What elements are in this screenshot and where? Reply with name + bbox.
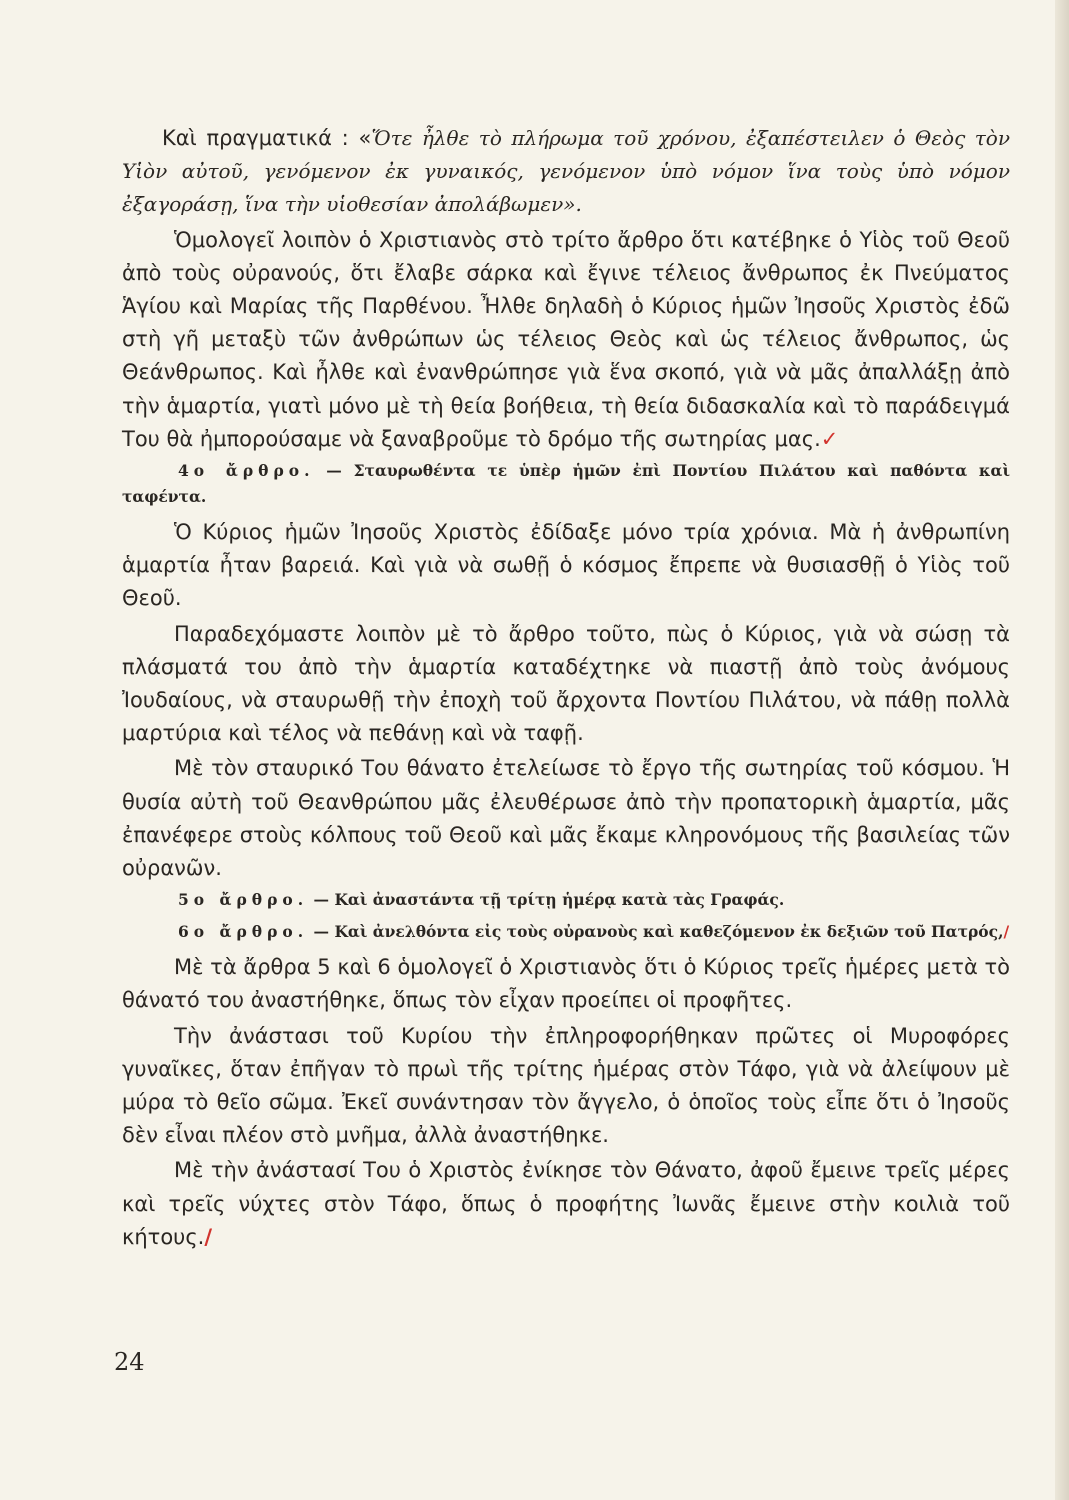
article-6-heading <box>122 919 1010 945</box>
scripture-quote: Ὅτε ἦλθε τὸ πλήρωμα τοῦ χρόνου, ἐξαπέστειλεν ὁ Θεὸς τὸν Υἱὸν αὐτοῦ, γενόμενον ἐκ γυναικός, γενόμενον ὑπὸ νόμον ἵνα τοὺς ὑπὸ νόμον ἐξαγοράσῃ, ἵνα τὴν υἱοθεσίαν ἀπολάβωμεν». <box>122 126 1010 217</box>
paragraph-3: Ὁ Κύριος ἡμῶν Ἰησοῦς Χριστὸς ἐδίδαξε μόνο τρία χρόνια. Μὰ ἡ ἀνθρωπίνη ἁμαρτία ἦταν βαρειά. Καὶ γιὰ νὰ σωθῇ ὁ κόσμος ἔπρεπε νὰ θυσιασθῇ ὁ Υἱὸς τοῦ Θεοῦ. <box>122 520 1010 611</box>
article-5-text: — Καὶ ἀναστάντα τῇ τρίτῃ ἡμέρᾳ κατὰ τὰς Γραφάς. <box>313 890 785 910</box>
page-number: 24 <box>114 1348 145 1376</box>
paragraph-6: Μὲ τὰ ἄρθρα 5 καὶ 6 ὁμολογεῖ ὁ Χριστιανὸς ὅτι ὁ Κύριος τρεῖς ἡμέρες μετὰ τὸ θάνατό του ἀναστήθηκε, ὅπως τὸν εἶχαν προείπει οἱ προφῆτες. <box>122 955 1010 1013</box>
red-check-mark: ✓ <box>820 426 839 451</box>
paragraph-1-lead: Καὶ πραγματικά : « <box>162 126 372 150</box>
red-slash-mark: / <box>1003 922 1010 942</box>
page-body <box>122 122 1010 1256</box>
article-5-heading <box>122 887 1010 913</box>
article-6-label: 6ο ἄρθρο. <box>178 922 309 942</box>
paragraph-8 <box>122 1154 1010 1254</box>
paragraph-7: Τὴν ἀνάστασι τοῦ Κυρίου τὴν ἐπληροφορήθηκαν πρῶτες οἱ Μυροφόρες γυναῖκες, ὅταν ἐπῆγαν τὸ πρωὶ τῆς τρίτης ἡμέρας στὸν Τάφο, γιὰ νὰ ἀλείψουν μὲ μύρα τὸ θεῖο σῶμα. Ἐκεῖ συνάντησαν τὸν ἄγγελο, ὁ ὁποῖος τοὺς εἶπε ὅτι ὁ Ἰησοῦς δὲν εἶναι πλέον στὸ μνῆμα, ἀλλὰ ἀναστήθηκε. <box>122 1023 1010 1148</box>
paragraph-1 <box>122 122 1010 222</box>
paragraph-4: Παραδεχόμαστε λοιπὸν μὲ τὸ ἄρθρο τοῦτο, πὼς ὁ Κύριος, γιὰ νὰ σώσῃ τὰ πλάσματά του ἀπὸ τὴν ἁμαρτία καταδέχτηκε νὰ πιαστῇ ἀπὸ τοὺς ἀνόμους Ἰουδαίους, νὰ σταυρωθῇ τὴν ἐποχὴ τοῦ ἄρχοντα Ποντίου Πιλάτου, νὰ πάθῃ πολλὰ μαρτύρια καὶ τέλος νὰ πεθάνῃ καὶ νὰ ταφῇ. <box>122 621 1010 746</box>
article-4-heading <box>122 458 1010 510</box>
paragraph-8-text: Μὲ τὴν ἀνάστασί Του ὁ Χριστὸς ἐνίκησε τὸν Θάνατο, ἀφοῦ ἔμεινε τρεῖς μέρες καὶ τρεῖς νύχτες στὸν Τάφο, ὅπως ὁ προφήτης Ἰωνᾶς ἔμεινε στὴν κοιλιὰ τοῦ κήτους. <box>122 1158 1010 1249</box>
article-4-label: 4ο ἄρθρο. <box>178 461 315 481</box>
red-slash-mark: / <box>204 1224 213 1249</box>
paragraph-2-text: Ὁμολογεῖ λοιπὸν ὁ Χριστιανὸς στὸ τρίτο ἄρθρο ὅτι κατέβηκε ὁ Υἱὸς τοῦ Θεοῦ ἀπὸ τοὺς οὐρανούς, ὅτι ἔλαβε σάρκα καὶ ἔγινε τέλειος ἄνθρωπος ἐκ Πνεύματος Ἁγίου καὶ Μαρίας τῆς Παρθένου. Ἦλθε δηλαδὴ ὁ Κύριος ἡμῶν Ἰησοῦς Χριστὸς ἐδῶ στὴ γῆ μεταξὺ τῶν ἀνθρώπων ὡς τέλειος Θεὸς καὶ ὡς τέλειος ἄνθρωπος, ὡς Θεάνθρωπος. Καὶ ἦλθε καὶ ἐνανθρώπησε γιὰ ἕνα σκοπό, γιὰ νὰ μᾶς ἀπαλλάξῃ ἀπὸ τὴν ἁμαρτία, γιατὶ μόνο μὲ τὴ θεία βοήθεια, τὴ θεία διδασκαλία καὶ τὸ παράδειγμά Του θὰ ἠμπορούσαμε νὰ ξαναβροῦμε τὸ δρόμο τῆς σωτηρίας μας. <box>122 227 1010 451</box>
article-6-text: — Καὶ ἀνελθόντα εἰς τοὺς οὐρανοὺς καὶ καθεζόμενον ἐκ δεξιῶν τοῦ Πατρός, <box>313 922 1004 942</box>
article-5-label: 5ο ἄρθρο. <box>178 890 309 910</box>
page-edge <box>1055 0 1069 1500</box>
paragraph-2 <box>122 224 1010 456</box>
paragraph-5: Μὲ τὸν σταυρικό Του θάνατο ἐτελείωσε τὸ ἔργο τῆς σωτηρίας τοῦ κόσμου. Ἡ θυσία αὐτὴ τοῦ Θεανθρώπου μᾶς ἐλευθέρωσε ἀπὸ τὴν προπατορικὴ ἁμαρτία, μᾶς ἐπανέφερε στοὺς κόλπους τοῦ Θεοῦ καὶ μᾶς ἔκαμε κληρονόμους τῆς βασιλείας τῶν οὐρανῶν. <box>122 756 1010 881</box>
article-4-text: — Σταυρωθέντα τε ὑπὲρ ἡμῶν ἐπὶ Ποντίου Πιλάτου καὶ παθόντα καὶ ταφέντα. <box>122 461 1010 507</box>
